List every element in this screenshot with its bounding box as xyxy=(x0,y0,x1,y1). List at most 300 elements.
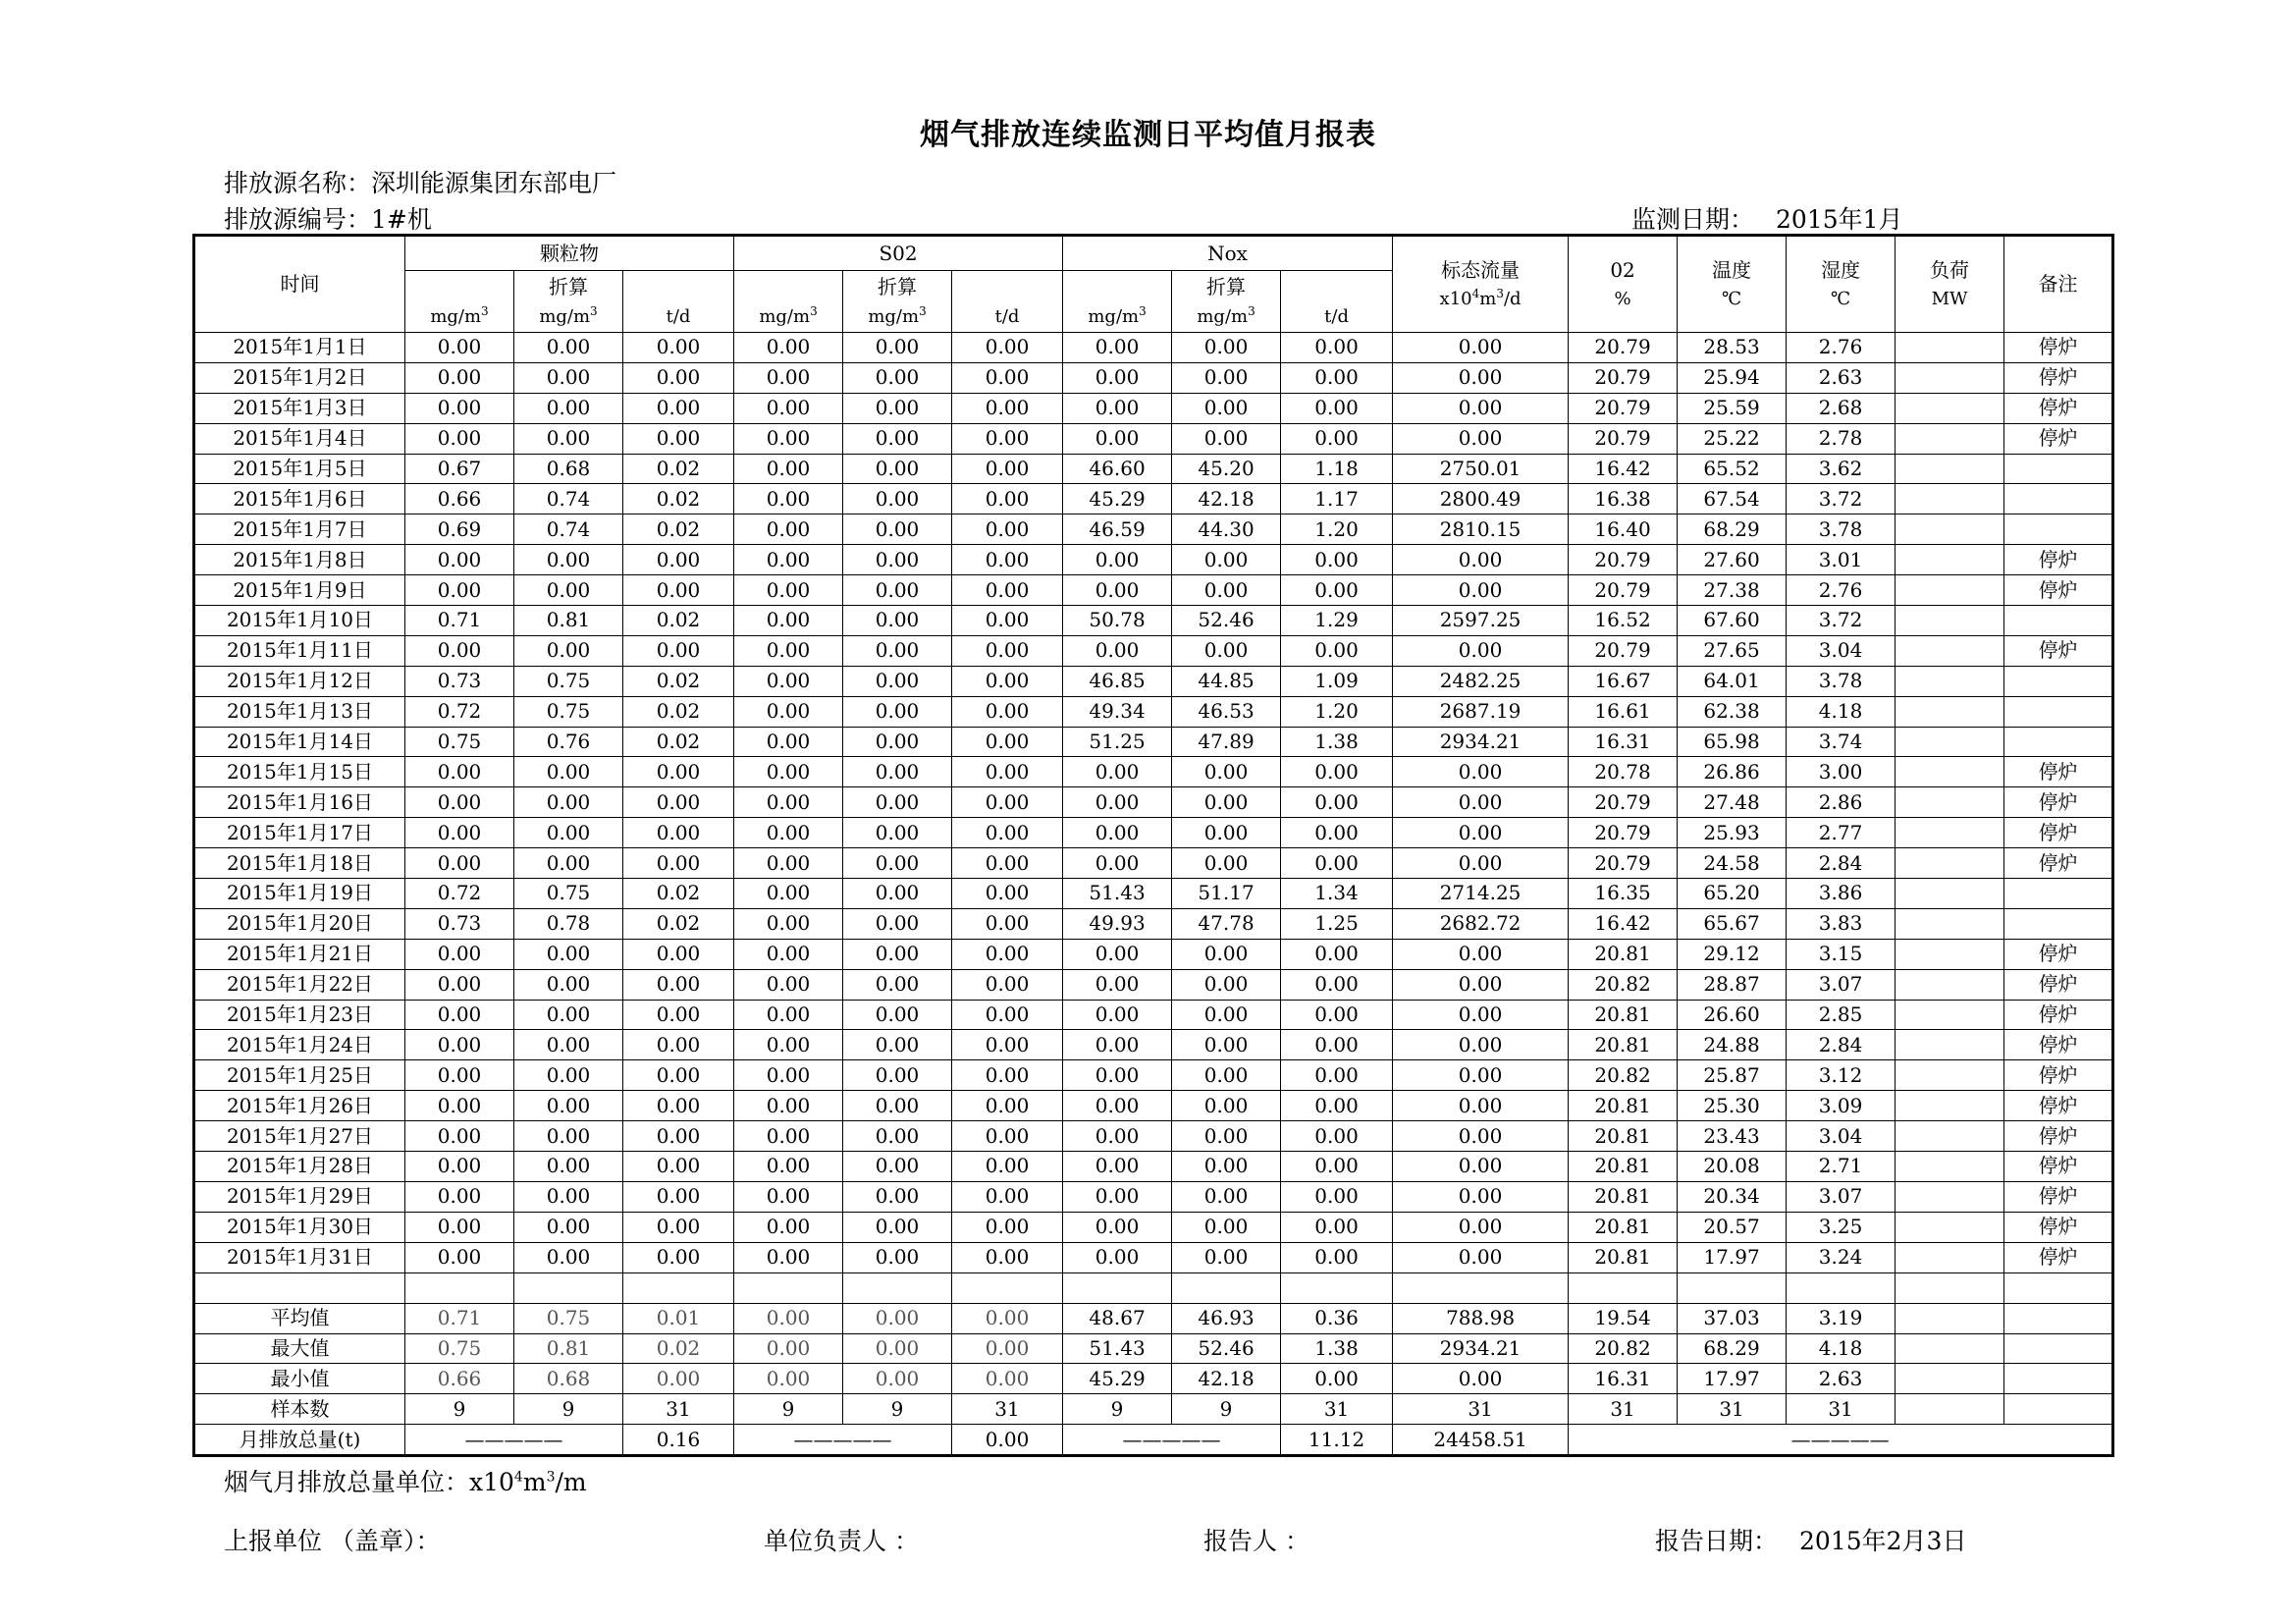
cell-particulate-td: 0.00 xyxy=(623,1152,734,1182)
cell-load xyxy=(1896,879,2004,909)
cell-particulate-zs: 0.00 xyxy=(514,969,623,1000)
cell-blank xyxy=(1678,1272,1787,1303)
cell-flow: 0.00 xyxy=(1393,362,1569,393)
cell-nox-zs: 0.00 xyxy=(1172,818,1281,848)
cell-particulate-mg: 0.00 xyxy=(405,545,514,575)
cell-temp: 31 xyxy=(1678,1394,1787,1425)
cell-load xyxy=(1896,545,2004,575)
cell-so2-zs: 0.00 xyxy=(843,423,952,454)
table-row xyxy=(194,1000,2113,1030)
cell-load xyxy=(1896,908,2004,939)
stats-row xyxy=(194,1303,2113,1333)
cell-so2-zs: 0.00 xyxy=(843,969,952,1000)
cell-humidity: 3.72 xyxy=(1787,484,1896,514)
cell-blank xyxy=(1063,1272,1172,1303)
cell-date: 2015年1月30日 xyxy=(194,1212,405,1242)
cell-remark xyxy=(2004,484,2113,514)
sign-reporting-unit: 上报单位 （盖章）： xyxy=(224,1527,441,1555)
cell-particulate-mg: 0.00 xyxy=(405,1152,514,1182)
cell-remark: 停炉 xyxy=(2004,635,2113,666)
cell-date: 2015年1月8日 xyxy=(194,545,405,575)
cell-date: 2015年1月28日 xyxy=(194,1152,405,1182)
cell-humidity: 3.19 xyxy=(1787,1303,1896,1333)
cell-remark xyxy=(2004,696,2113,727)
cell-date: 2015年1月17日 xyxy=(194,818,405,848)
cell-humidity: 2.86 xyxy=(1787,787,1896,818)
cell-humidity: 2.76 xyxy=(1787,575,1896,606)
report-title: 烟气排放连续监测日平均值月报表 xyxy=(920,118,1376,152)
cell-nox-td: 0.00 xyxy=(1281,1212,1393,1242)
cell-particulate-mg: 0.00 xyxy=(405,969,514,1000)
stats-row xyxy=(194,1333,2113,1364)
cell-flow: 2750.01 xyxy=(1393,454,1569,484)
cell-so2-mg: 0.00 xyxy=(734,1091,843,1121)
table-row xyxy=(194,575,2113,606)
cell-flow: 0.00 xyxy=(1393,1060,1569,1091)
cell-so2-td: 0.00 xyxy=(952,1000,1063,1030)
cell-humidity: 2.63 xyxy=(1787,1364,1896,1394)
cell-particulate-mg: 0.67 xyxy=(405,454,514,484)
cell-so2-mg: 0.00 xyxy=(734,1333,843,1364)
cell-nox-td: 0.00 xyxy=(1281,393,1393,423)
cell-so2-td: 0.00 xyxy=(952,666,1063,696)
cell-nox-td: 0.00 xyxy=(1281,1181,1393,1212)
header-blank xyxy=(623,271,734,302)
cell-remark: 停炉 xyxy=(2004,1212,2113,1242)
header-load xyxy=(1896,236,2004,333)
cell-so2-mg: 0.00 xyxy=(734,606,843,636)
cell-date: 2015年1月4日 xyxy=(194,423,405,454)
cell-nox-mg: 0.00 xyxy=(1063,1212,1172,1242)
cell-date: 2015年1月20日 xyxy=(194,908,405,939)
cell-so2-zs: 0.00 xyxy=(843,635,952,666)
cell-flow: 2714.25 xyxy=(1393,879,1569,909)
cell-particulate-zs: 0.00 xyxy=(514,575,623,606)
cell-so2-zs: 0.00 xyxy=(843,333,952,363)
unit-td: t/d xyxy=(623,301,734,333)
cell-particulate-zs: 0.75 xyxy=(514,879,623,909)
cell-date: 2015年1月21日 xyxy=(194,939,405,969)
cell-particulate-zs: 0.00 xyxy=(514,757,623,787)
header-temp-label: 温度 xyxy=(1712,257,1752,282)
cell-flow: 0.00 xyxy=(1393,1030,1569,1060)
cell-so2-mg: 0.00 xyxy=(734,1060,843,1091)
cell-flow: 0.00 xyxy=(1393,939,1569,969)
monthly-total-so2: 0.00 xyxy=(952,1425,1063,1456)
cell-nox-td: 1.09 xyxy=(1281,666,1393,696)
cell-temp: 23.43 xyxy=(1678,1121,1787,1152)
cell-so2-mg: 0.00 xyxy=(734,1303,843,1333)
sign-reporter: 报告人 ： xyxy=(1203,1527,1309,1555)
cell-load xyxy=(1896,727,2004,757)
cell-temp: 65.98 xyxy=(1678,727,1787,757)
cell-nox-zs: 0.00 xyxy=(1172,1152,1281,1182)
cell-so2-zs: 0.00 xyxy=(843,939,952,969)
cell-particulate-td: 0.00 xyxy=(623,818,734,848)
cell-temp: 26.86 xyxy=(1678,757,1787,787)
cell-remark: 停炉 xyxy=(2004,333,2113,363)
cell-so2-zs: 9 xyxy=(843,1394,952,1425)
cell-temp: 25.87 xyxy=(1678,1060,1787,1091)
cell-load xyxy=(1896,514,2004,545)
cell-flow: 0.00 xyxy=(1393,635,1569,666)
cell-so2-mg: 0.00 xyxy=(734,1181,843,1212)
cell-humidity: 4.18 xyxy=(1787,1333,1896,1364)
cell-nox-zs: 0.00 xyxy=(1172,333,1281,363)
header-flow-label: 标态流量 xyxy=(1441,257,1521,282)
cell-so2-td: 0.00 xyxy=(952,1364,1063,1394)
cell-nox-zs: 44.30 xyxy=(1172,514,1281,545)
cell-flow: 0.00 xyxy=(1393,1121,1569,1152)
cell-particulate-td: 0.02 xyxy=(623,1333,734,1364)
cell-temp: 25.30 xyxy=(1678,1091,1787,1121)
cell-o2: 20.79 xyxy=(1569,848,1678,879)
cell-particulate-zs: 0.76 xyxy=(514,727,623,757)
cell-date: 2015年1月15日 xyxy=(194,757,405,787)
cell-so2-td: 31 xyxy=(952,1394,1063,1425)
table-row xyxy=(194,1242,2113,1272)
cell-particulate-mg: 0.00 xyxy=(405,393,514,423)
cell-temp: 65.67 xyxy=(1678,908,1787,939)
header-zhesuan: 折算 xyxy=(514,271,623,302)
cell-load xyxy=(1896,393,2004,423)
cell-temp: 64.01 xyxy=(1678,666,1787,696)
cell-load xyxy=(1896,1364,2004,1394)
cell-date: 2015年1月5日 xyxy=(194,454,405,484)
cell-o2: 16.42 xyxy=(1569,454,1678,484)
cell-particulate-td: 0.02 xyxy=(623,514,734,545)
cell-temp: 37.03 xyxy=(1678,1303,1787,1333)
cell-o2: 20.81 xyxy=(1569,1000,1678,1030)
cell-load xyxy=(1896,818,2004,848)
cell-temp: 68.29 xyxy=(1678,514,1787,545)
cell-remark: 停炉 xyxy=(2004,757,2113,787)
cell-nox-td: 1.34 xyxy=(1281,879,1393,909)
cell-particulate-mg: 0.00 xyxy=(405,787,514,818)
cell-flow: 0.00 xyxy=(1393,818,1569,848)
cell-nox-zs: 52.46 xyxy=(1172,1333,1281,1364)
cell-particulate-td: 0.02 xyxy=(623,879,734,909)
cell-particulate-zs: 0.78 xyxy=(514,908,623,939)
cell-humidity: 2.77 xyxy=(1787,818,1896,848)
cell-o2: 20.79 xyxy=(1569,393,1678,423)
cell-humidity: 3.25 xyxy=(1787,1212,1896,1242)
cell-particulate-mg: 0.00 xyxy=(405,1121,514,1152)
cell-load xyxy=(1896,1121,2004,1152)
cell-nox-zs: 0.00 xyxy=(1172,848,1281,879)
cell-remark: 停炉 xyxy=(2004,1030,2113,1060)
table-row xyxy=(194,606,2113,636)
cell-o2: 20.81 xyxy=(1569,1152,1678,1182)
table-row xyxy=(194,545,2113,575)
cell-nox-zs: 0.00 xyxy=(1172,1121,1281,1152)
table-row xyxy=(194,908,2113,939)
monthly-total-nox: 11.12 xyxy=(1281,1425,1393,1456)
header-humidity xyxy=(1787,236,1896,333)
cell-particulate-td: 0.00 xyxy=(623,545,734,575)
cell-so2-mg: 0.00 xyxy=(734,787,843,818)
cell-date: 2015年1月13日 xyxy=(194,696,405,727)
cell-particulate-mg: 0.71 xyxy=(405,606,514,636)
cell-nox-zs: 0.00 xyxy=(1172,757,1281,787)
cell-flow: 2482.25 xyxy=(1393,666,1569,696)
cell-particulate-td: 0.00 xyxy=(623,848,734,879)
cell-flow: 2687.19 xyxy=(1393,696,1569,727)
cell-so2-mg: 0.00 xyxy=(734,908,843,939)
cell-particulate-mg: 0.69 xyxy=(405,514,514,545)
cell-nox-zs: 45.20 xyxy=(1172,454,1281,484)
cell-particulate-zs: 0.00 xyxy=(514,333,623,363)
cell-nox-mg: 51.25 xyxy=(1063,727,1172,757)
cell-nox-td: 0.00 xyxy=(1281,969,1393,1000)
cell-nox-td: 0.00 xyxy=(1281,423,1393,454)
header-remark: 备注 xyxy=(2004,236,2113,333)
cell-nox-zs: 0.00 xyxy=(1172,1181,1281,1212)
cell-particulate-zs: 0.68 xyxy=(514,454,623,484)
cell-temp: 62.38 xyxy=(1678,696,1787,727)
cell-o2: 20.79 xyxy=(1569,787,1678,818)
cell-load xyxy=(1896,575,2004,606)
cell-particulate-mg: 0.72 xyxy=(405,879,514,909)
cell-nox-td: 0.00 xyxy=(1281,848,1393,879)
cell-date: 2015年1月25日 xyxy=(194,1060,405,1091)
cell-so2-zs: 0.00 xyxy=(843,1212,952,1242)
cell-nox-zs: 47.89 xyxy=(1172,727,1281,757)
cell-o2: 16.61 xyxy=(1569,696,1678,727)
cell-remark: 停炉 xyxy=(2004,362,2113,393)
cell-o2: 20.79 xyxy=(1569,545,1678,575)
cell-nox-zs: 44.85 xyxy=(1172,666,1281,696)
cell-humidity: 2.63 xyxy=(1787,362,1896,393)
unit-mg: $mg/m^3$ xyxy=(1172,301,1281,333)
cell-temp: 67.54 xyxy=(1678,484,1787,514)
cell-particulate-td: 0.00 xyxy=(623,1091,734,1121)
cell-so2-mg: 0.00 xyxy=(734,393,843,423)
cell-particulate-zs: 0.74 xyxy=(514,514,623,545)
cell-flow: 2597.25 xyxy=(1393,606,1569,636)
table-row xyxy=(194,393,2113,423)
cell-humidity: 3.04 xyxy=(1787,1121,1896,1152)
cell-nox-mg: 0.00 xyxy=(1063,635,1172,666)
cell-so2-td: 0.00 xyxy=(952,1181,1063,1212)
cell-nox-mg: 0.00 xyxy=(1063,1242,1172,1272)
table-row xyxy=(194,362,2113,393)
cell-remark xyxy=(2004,727,2113,757)
header-load-label: 负荷 xyxy=(1930,257,1970,282)
cell-nox-zs: 0.00 xyxy=(1172,1212,1281,1242)
cell-particulate-zs: 0.00 xyxy=(514,393,623,423)
cell-nox-td: 0.00 xyxy=(1281,545,1393,575)
cell-humidity: 2.71 xyxy=(1787,1152,1896,1182)
cell-remark xyxy=(2004,666,2113,696)
header-flow-unit: $x10^4m^3/d$ xyxy=(1439,286,1522,309)
cell-so2-td: 0.00 xyxy=(952,1303,1063,1333)
cell-o2: 20.79 xyxy=(1569,575,1678,606)
table-row xyxy=(194,879,2113,909)
cell-temp: 29.12 xyxy=(1678,939,1787,969)
cell-o2: 20.79 xyxy=(1569,635,1678,666)
table-row xyxy=(194,939,2113,969)
cell-humidity: 3.01 xyxy=(1787,545,1896,575)
cell-load xyxy=(1896,696,2004,727)
cell-nox-mg: 0.00 xyxy=(1063,757,1172,787)
cell-flow: 0.00 xyxy=(1393,1364,1569,1394)
cell-load xyxy=(1896,1181,2004,1212)
cell-particulate-zs: 0.00 xyxy=(514,1181,623,1212)
cell-particulate-mg: 0.71 xyxy=(405,1303,514,1333)
cell-humidity: 2.78 xyxy=(1787,423,1896,454)
cell-so2-mg: 0.00 xyxy=(734,1000,843,1030)
cell-date: 2015年1月24日 xyxy=(194,1030,405,1060)
cell-so2-zs: 0.00 xyxy=(843,606,952,636)
header-load-unit: MW xyxy=(1931,288,1968,309)
cell-nox-mg: 49.93 xyxy=(1063,908,1172,939)
cell-blank xyxy=(734,1272,843,1303)
cell-humidity: 2.84 xyxy=(1787,848,1896,879)
cell-so2-zs: 0.00 xyxy=(843,1333,952,1364)
header-humidity-label: 湿度 xyxy=(1821,257,1861,282)
cell-remark: 停炉 xyxy=(2004,393,2113,423)
cell-so2-zs: 0.00 xyxy=(843,1121,952,1152)
cell-remark xyxy=(2004,879,2113,909)
cell-particulate-td: 0.00 xyxy=(623,1242,734,1272)
cell-load xyxy=(1896,848,2004,879)
cell-flow: 0.00 xyxy=(1393,969,1569,1000)
header-blank xyxy=(734,271,843,302)
cell-o2: 20.81 xyxy=(1569,939,1678,969)
cell-nox-mg: 49.34 xyxy=(1063,696,1172,727)
cell-remark: 停炉 xyxy=(2004,787,2113,818)
cell-particulate-td: 0.02 xyxy=(623,666,734,696)
cell-particulate-td: 0.00 xyxy=(623,1121,734,1152)
cell-load xyxy=(1896,1212,2004,1242)
cell-load xyxy=(1896,362,2004,393)
cell-particulate-td: 0.00 xyxy=(623,1364,734,1394)
stats-row xyxy=(194,1394,2113,1425)
cell-remark xyxy=(2004,1303,2113,1333)
cell-particulate-zs: 0.00 xyxy=(514,939,623,969)
cell-o2: 20.78 xyxy=(1569,757,1678,787)
cell-particulate-td: 0.00 xyxy=(623,362,734,393)
cell-particulate-mg: 0.00 xyxy=(405,423,514,454)
cell-particulate-zs: 0.00 xyxy=(514,362,623,393)
report-date-value: 2015年2月3日 xyxy=(1799,1527,1967,1555)
cell-so2-td: 0.00 xyxy=(952,545,1063,575)
cell-nox-mg: 0.00 xyxy=(1063,939,1172,969)
cell-humidity: 2.85 xyxy=(1787,1000,1896,1030)
cell-blank xyxy=(1281,1272,1393,1303)
cell-humidity: 3.78 xyxy=(1787,666,1896,696)
cell-so2-mg: 0.00 xyxy=(734,757,843,787)
cell-date: 2015年1月16日 xyxy=(194,787,405,818)
cell-so2-td: 0.00 xyxy=(952,423,1063,454)
cell-so2-mg: 0.00 xyxy=(734,939,843,969)
unit-td: t/d xyxy=(1281,301,1393,333)
cell-so2-mg: 0.00 xyxy=(734,333,843,363)
cell-nox-zs: 0.00 xyxy=(1172,545,1281,575)
cell-so2-mg: 9 xyxy=(734,1394,843,1425)
cell-so2-td: 0.00 xyxy=(952,484,1063,514)
source-name: 排放源名称：深圳能源集团东部电厂 xyxy=(224,169,617,197)
cell-flow: 0.00 xyxy=(1393,1242,1569,1272)
table-row xyxy=(194,969,2113,1000)
cell-particulate-zs: 0.81 xyxy=(514,606,623,636)
stats-label: 平均值 xyxy=(194,1303,405,1333)
stats-label: 最大值 xyxy=(194,1333,405,1364)
cell-flow: 0.00 xyxy=(1393,545,1569,575)
cell-flow: 0.00 xyxy=(1393,1000,1569,1030)
cell-remark: 停炉 xyxy=(2004,1091,2113,1121)
cell-nox-mg: 0.00 xyxy=(1063,545,1172,575)
cell-load xyxy=(1896,1000,2004,1030)
table-row xyxy=(194,484,2113,514)
cell-remark: 停炉 xyxy=(2004,1242,2113,1272)
cell-particulate-zs: 0.00 xyxy=(514,635,623,666)
cell-nox-mg: 0.00 xyxy=(1063,1000,1172,1030)
cell-nox-td: 0.00 xyxy=(1281,1091,1393,1121)
cell-particulate-zs: 0.00 xyxy=(514,1000,623,1030)
cell-o2: 16.67 xyxy=(1569,666,1678,696)
cell-humidity: 3.09 xyxy=(1787,1091,1896,1121)
cell-remark xyxy=(2004,908,2113,939)
cell-remark xyxy=(2004,1333,2113,1364)
cell-load xyxy=(1896,1030,2004,1060)
cell-humidity: 31 xyxy=(1787,1394,1896,1425)
header-o2 xyxy=(1569,236,1678,333)
cell-so2-zs: 0.00 xyxy=(843,393,952,423)
cell-so2-mg: 0.00 xyxy=(734,575,843,606)
cell-blank xyxy=(514,1272,623,1303)
cell-nox-td: 0.00 xyxy=(1281,1000,1393,1030)
table-row xyxy=(194,1181,2113,1212)
cell-temp: 27.38 xyxy=(1678,575,1787,606)
cell-particulate-mg: 0.00 xyxy=(405,1091,514,1121)
table-row xyxy=(194,787,2113,818)
cell-so2-zs: 0.00 xyxy=(843,1060,952,1091)
cell-nox-td: 0.36 xyxy=(1281,1303,1393,1333)
cell-nox-mg: 51.43 xyxy=(1063,1333,1172,1364)
cell-nox-zs: 0.00 xyxy=(1172,787,1281,818)
cell-nox-td: 1.20 xyxy=(1281,514,1393,545)
cell-so2-mg: 0.00 xyxy=(734,696,843,727)
monthly-total-label: 月排放总量(t) xyxy=(194,1425,405,1456)
cell-particulate-mg: 0.66 xyxy=(405,1364,514,1394)
cell-particulate-zs: 0.00 xyxy=(514,1212,623,1242)
cell-nox-td: 0.00 xyxy=(1281,1242,1393,1272)
cell-remark: 停炉 xyxy=(2004,1000,2113,1030)
header-flow xyxy=(1393,236,1569,333)
cell-temp: 26.60 xyxy=(1678,1000,1787,1030)
cell-nox-zs: 0.00 xyxy=(1172,423,1281,454)
cell-nox-td: 0.00 xyxy=(1281,757,1393,787)
cell-so2-td: 0.00 xyxy=(952,1212,1063,1242)
table-row xyxy=(194,1152,2113,1182)
cell-so2-td: 0.00 xyxy=(952,575,1063,606)
cell-temp: 24.88 xyxy=(1678,1030,1787,1060)
table-row xyxy=(194,514,2113,545)
cell-particulate-td: 0.00 xyxy=(623,757,734,787)
cell-load xyxy=(1896,423,2004,454)
cell-so2-mg: 0.00 xyxy=(734,879,843,909)
cell-temp: 68.29 xyxy=(1678,1333,1787,1364)
cell-so2-mg: 0.00 xyxy=(734,454,843,484)
cell-nox-mg: 0.00 xyxy=(1063,575,1172,606)
cell-flow: 2934.21 xyxy=(1393,1333,1569,1364)
cell-so2-td: 0.00 xyxy=(952,454,1063,484)
cell-nox-mg: 46.59 xyxy=(1063,514,1172,545)
cell-load xyxy=(1896,969,2004,1000)
cell-blank xyxy=(1896,1272,2004,1303)
